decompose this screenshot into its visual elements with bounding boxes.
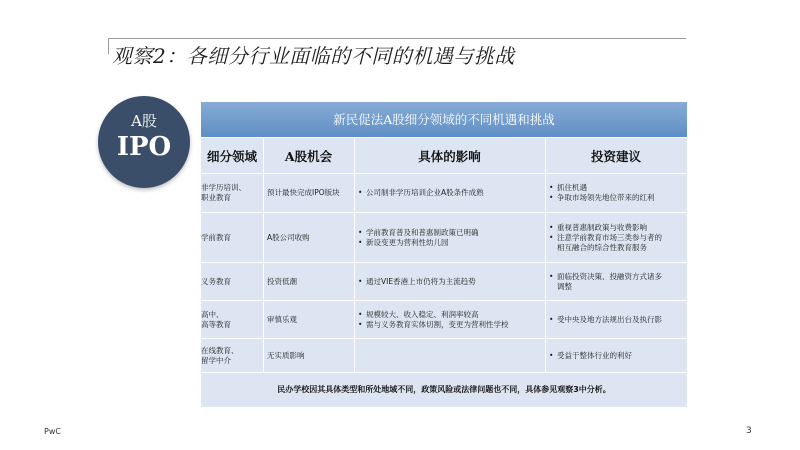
ipo-badge [98,96,190,188]
table-footnote: 民办学校因其具体类型和所处地域不同，政策风险或法律问题也不同，具体参见观察3中分析。 [277,385,611,394]
sector-label: 高中、 [201,309,224,319]
advice-item: 争取市场领先地位带来的红利 [557,193,655,202]
table-row [201,213,687,262]
row-divider [201,338,687,339]
bullet-icon: • [549,271,554,281]
advice-item: 调整 [557,281,572,291]
col-header-sector: 细分领域 [206,148,257,164]
opportunity-table [201,102,687,407]
bullet-icon: • [358,276,363,286]
sector-label: 非学历培训、 [201,183,246,192]
sector-label: 在线教育、 [201,345,239,355]
badge-line2: IPO [116,132,172,162]
bullet-icon: • [358,309,363,319]
row-divider [201,300,687,301]
opportunity-label: A股公司收购 [267,232,310,242]
sector-label: 职业教育 [201,193,231,202]
col-header-impact: 具体的影响 [418,148,481,164]
impact-item: 通过VIE香港上市仍将为主流趋势 [366,276,476,286]
bullet-icon: • [549,350,554,360]
title-rule-tick [108,38,109,54]
opportunity-label: 审慎乐观 [267,314,297,324]
row-divider [201,137,687,138]
page-number: 3 [746,426,752,436]
table-header-row [201,138,687,173]
impact-item: 新设变更为营利性幼儿园 [366,237,449,247]
impact-item: 需与义务教育实体切割，变更为营利性学校 [366,319,509,329]
opportunity-label: 预计最快完成IPO版块 [267,188,340,197]
col-divider [263,138,264,372]
sector-label: 高等教育 [201,319,231,329]
table-caption: 新民促法A股细分领域的不同机遇和挑战 [201,102,687,137]
advice-item: 注意学前教育市场三类参与者的 [557,232,662,242]
slide-title: 观察2：各细分行业面临的不同的机遇与挑战 [112,44,515,68]
bullet-icon: • [358,237,363,247]
bullet-icon: • [549,232,554,242]
bullet-icon: • [358,188,363,197]
advice-item: 相互融合的综合性教育服务 [557,242,647,252]
col-header-opportunity: A股机会 [284,148,333,164]
title-rule [108,38,686,39]
advice-item: 受中央及地方法规出台及执行影 [557,314,662,324]
table-row [201,301,687,338]
table-row [201,174,687,212]
bullet-icon: • [549,222,554,232]
advice-item: 抓住机遇 [557,183,587,192]
col-header-advice: 投资建议 [590,148,641,164]
sector-label: 义务教育 [201,276,231,286]
table-row [201,339,687,372]
col-divider [354,138,355,372]
opportunity-label: 无实质影响 [267,350,305,360]
advice-item: 面临投资决策、投融资方式诸多 [557,271,662,281]
bullet-icon: • [358,319,363,329]
sector-label: 留学中介 [201,355,231,365]
impact-item: 规模较大、收入稳定、利润率较高 [366,309,479,319]
table-row [201,263,687,300]
opportunity-label: 投资低潮 [267,276,297,286]
brand-footer: PwC [44,427,61,436]
col-divider [545,138,546,372]
row-divider [201,212,687,213]
advice-item: 受益于整体行业的利好 [557,350,632,360]
row-divider [201,173,687,174]
impact-item: 公司制非学历培训企业A股条件成熟 [366,188,484,197]
bullet-icon: • [358,227,363,237]
bullet-icon: • [549,314,554,324]
row-divider [201,262,687,263]
bullet-icon: • [549,193,554,202]
bullet-icon: • [549,183,554,192]
badge-line1: A股 [131,112,157,130]
impact-item: 学前教育普及和普惠制政策已明确 [366,227,479,237]
advice-item: 重视普惠制政策与收费影响 [557,222,647,232]
sector-label: 学前教育 [201,232,231,242]
